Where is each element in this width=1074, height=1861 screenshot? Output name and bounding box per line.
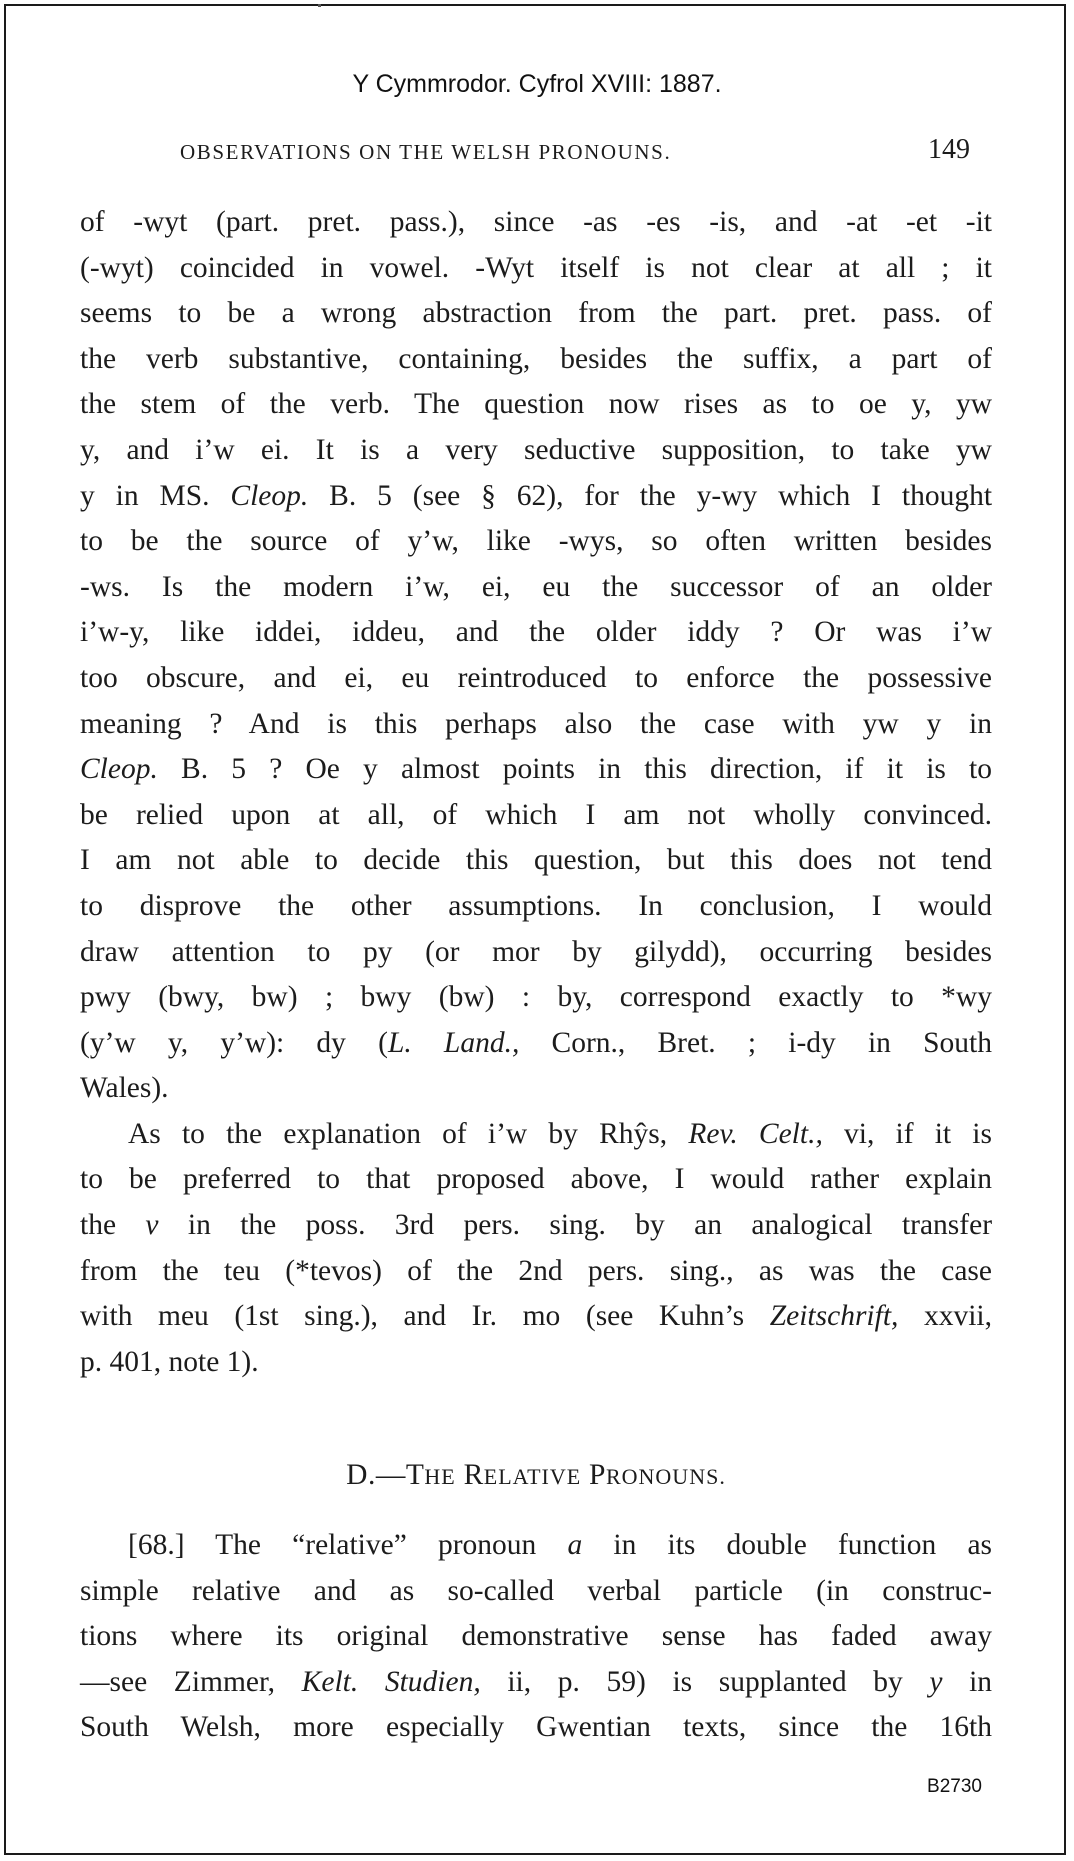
text-line: tions where its original demonstrative sense has faded away bbox=[80, 1620, 992, 1653]
italic-run: v bbox=[145, 1209, 159, 1242]
text-line: -ws. Is the modern i’w, ei, eu the successor of an older bbox=[80, 570, 992, 603]
text-run: B. 5 ? Oe y almost points in this direction, if it is to bbox=[181, 753, 993, 786]
text-line: i’w-y, like iddei, iddeu, and the older iddy ? Or was i’w bbox=[80, 616, 992, 649]
text-run: —see Zimmer, bbox=[80, 1665, 276, 1698]
text-run: As to the explanation of i’w by Rhŷs, bbox=[128, 1117, 668, 1150]
text-run: vi, if it is bbox=[844, 1117, 992, 1150]
text-run: in its double function as bbox=[613, 1529, 993, 1562]
italic-run: Zeitschrift, bbox=[769, 1300, 899, 1333]
text-line: seems to be a wrong abstraction from the part. pret. pass. of bbox=[80, 297, 992, 330]
text-line: meaning ? And is this perhaps also the case with yw y in bbox=[80, 707, 992, 740]
spacer bbox=[80, 1499, 992, 1523]
text-line: y, and i’w ei. It is a very seductive supposition, to take yw bbox=[80, 433, 992, 466]
italic-run: Cleop. bbox=[80, 753, 158, 786]
text-run: Corn., Bret. ; i-dy in South bbox=[551, 1026, 992, 1059]
archive-code: B2730 bbox=[927, 1776, 982, 1797]
italic-run: y bbox=[929, 1665, 943, 1698]
section-heading: D.—THE RELATIVE PRONOUNS. bbox=[346, 1459, 726, 1492]
text-line: draw attention to py (or mor by gilydd), occurring besides bbox=[80, 935, 992, 968]
source-line: Y Cymmrodor. Cyfrol XVIII: 1887. bbox=[352, 70, 722, 98]
italic-run: L. Land., bbox=[387, 1026, 520, 1059]
running-title: OBSERVATIONS ON THE WELSH PRONOUNS. bbox=[180, 140, 672, 164]
text-line: (-wyt) coincided in vowel. -Wyt itself is not clear at all ; it bbox=[80, 251, 992, 284]
text-line: simple relative and as so-called verbal particle (in construc- bbox=[80, 1574, 992, 1607]
page-number: 149 bbox=[928, 134, 970, 165]
text-line bbox=[80, 1021, 992, 1067]
text-line: too obscure, and ei, eu reintroduced to enforce the possessive bbox=[80, 661, 992, 694]
text-run: ii, p. 59) is supplanted by bbox=[507, 1665, 903, 1698]
text-line: Wales). bbox=[80, 1072, 169, 1105]
text-line bbox=[80, 747, 992, 793]
text-line bbox=[80, 1112, 992, 1158]
body-text bbox=[80, 200, 992, 1751]
italic-run: Kelt. Studien, bbox=[301, 1665, 481, 1698]
text-run: y in MS. bbox=[80, 479, 210, 512]
italic-run: a bbox=[567, 1529, 583, 1562]
text-run: (y’w y, y’w): dy ( bbox=[80, 1026, 388, 1059]
text-line: from the teu (*tevos) of the 2nd pers. sing., as was the case bbox=[80, 1254, 992, 1287]
scan-speck bbox=[318, 4, 321, 7]
text-line: be relied upon at all, of which I am not wholly convinced. bbox=[80, 798, 992, 831]
text-run: in the poss. 3rd pers. sing. by an analogical transfer bbox=[187, 1209, 993, 1242]
italic-run: Rev. Celt., bbox=[688, 1117, 823, 1150]
text-line: p. 401, note 1). bbox=[80, 1345, 259, 1378]
text-run: [68.] The “relative” pronoun bbox=[128, 1529, 537, 1562]
text-line: the verb substantive, containing, besides the suffix, a part of bbox=[80, 342, 992, 375]
italic-run: Cleop. bbox=[230, 479, 309, 512]
text-run: xxvii, bbox=[923, 1300, 993, 1333]
text-run: with meu (1st sing.), and Ir. mo (see Kuhn’s bbox=[80, 1300, 745, 1333]
text-line bbox=[80, 1294, 992, 1340]
text-line: I am not able to decide this question, but this does not tend bbox=[80, 844, 992, 877]
text-line: to be the source of y’w, like -wys, so often written besides bbox=[80, 525, 992, 558]
text-line: pwy (bwy, bw) ; bwy (bw) : by, correspond exactly to *wy bbox=[80, 981, 992, 1014]
text-line: South Welsh, more especially Gwentian texts, since the 16th bbox=[80, 1711, 992, 1744]
text-line bbox=[80, 1523, 992, 1569]
text-run: B. 5 (see § 62), for the y-wy which I thought bbox=[329, 479, 993, 512]
spacer bbox=[80, 1385, 992, 1453]
text-line: the stem of the verb. The question now rises as to oe y, yw bbox=[80, 388, 992, 421]
text-run: the bbox=[80, 1209, 117, 1242]
text-line bbox=[80, 474, 992, 520]
text-line: to be preferred to that proposed above, I would rather explain bbox=[80, 1163, 992, 1196]
text-line bbox=[80, 1660, 992, 1706]
text-line: to disprove the other assumptions. In conclusion, I would bbox=[80, 889, 992, 922]
text-run: in bbox=[969, 1665, 993, 1698]
text-line: of -wyt (part. pret. pass.), since -as -es -is, and -at -et -it bbox=[80, 206, 992, 238]
text-line bbox=[80, 1203, 992, 1249]
